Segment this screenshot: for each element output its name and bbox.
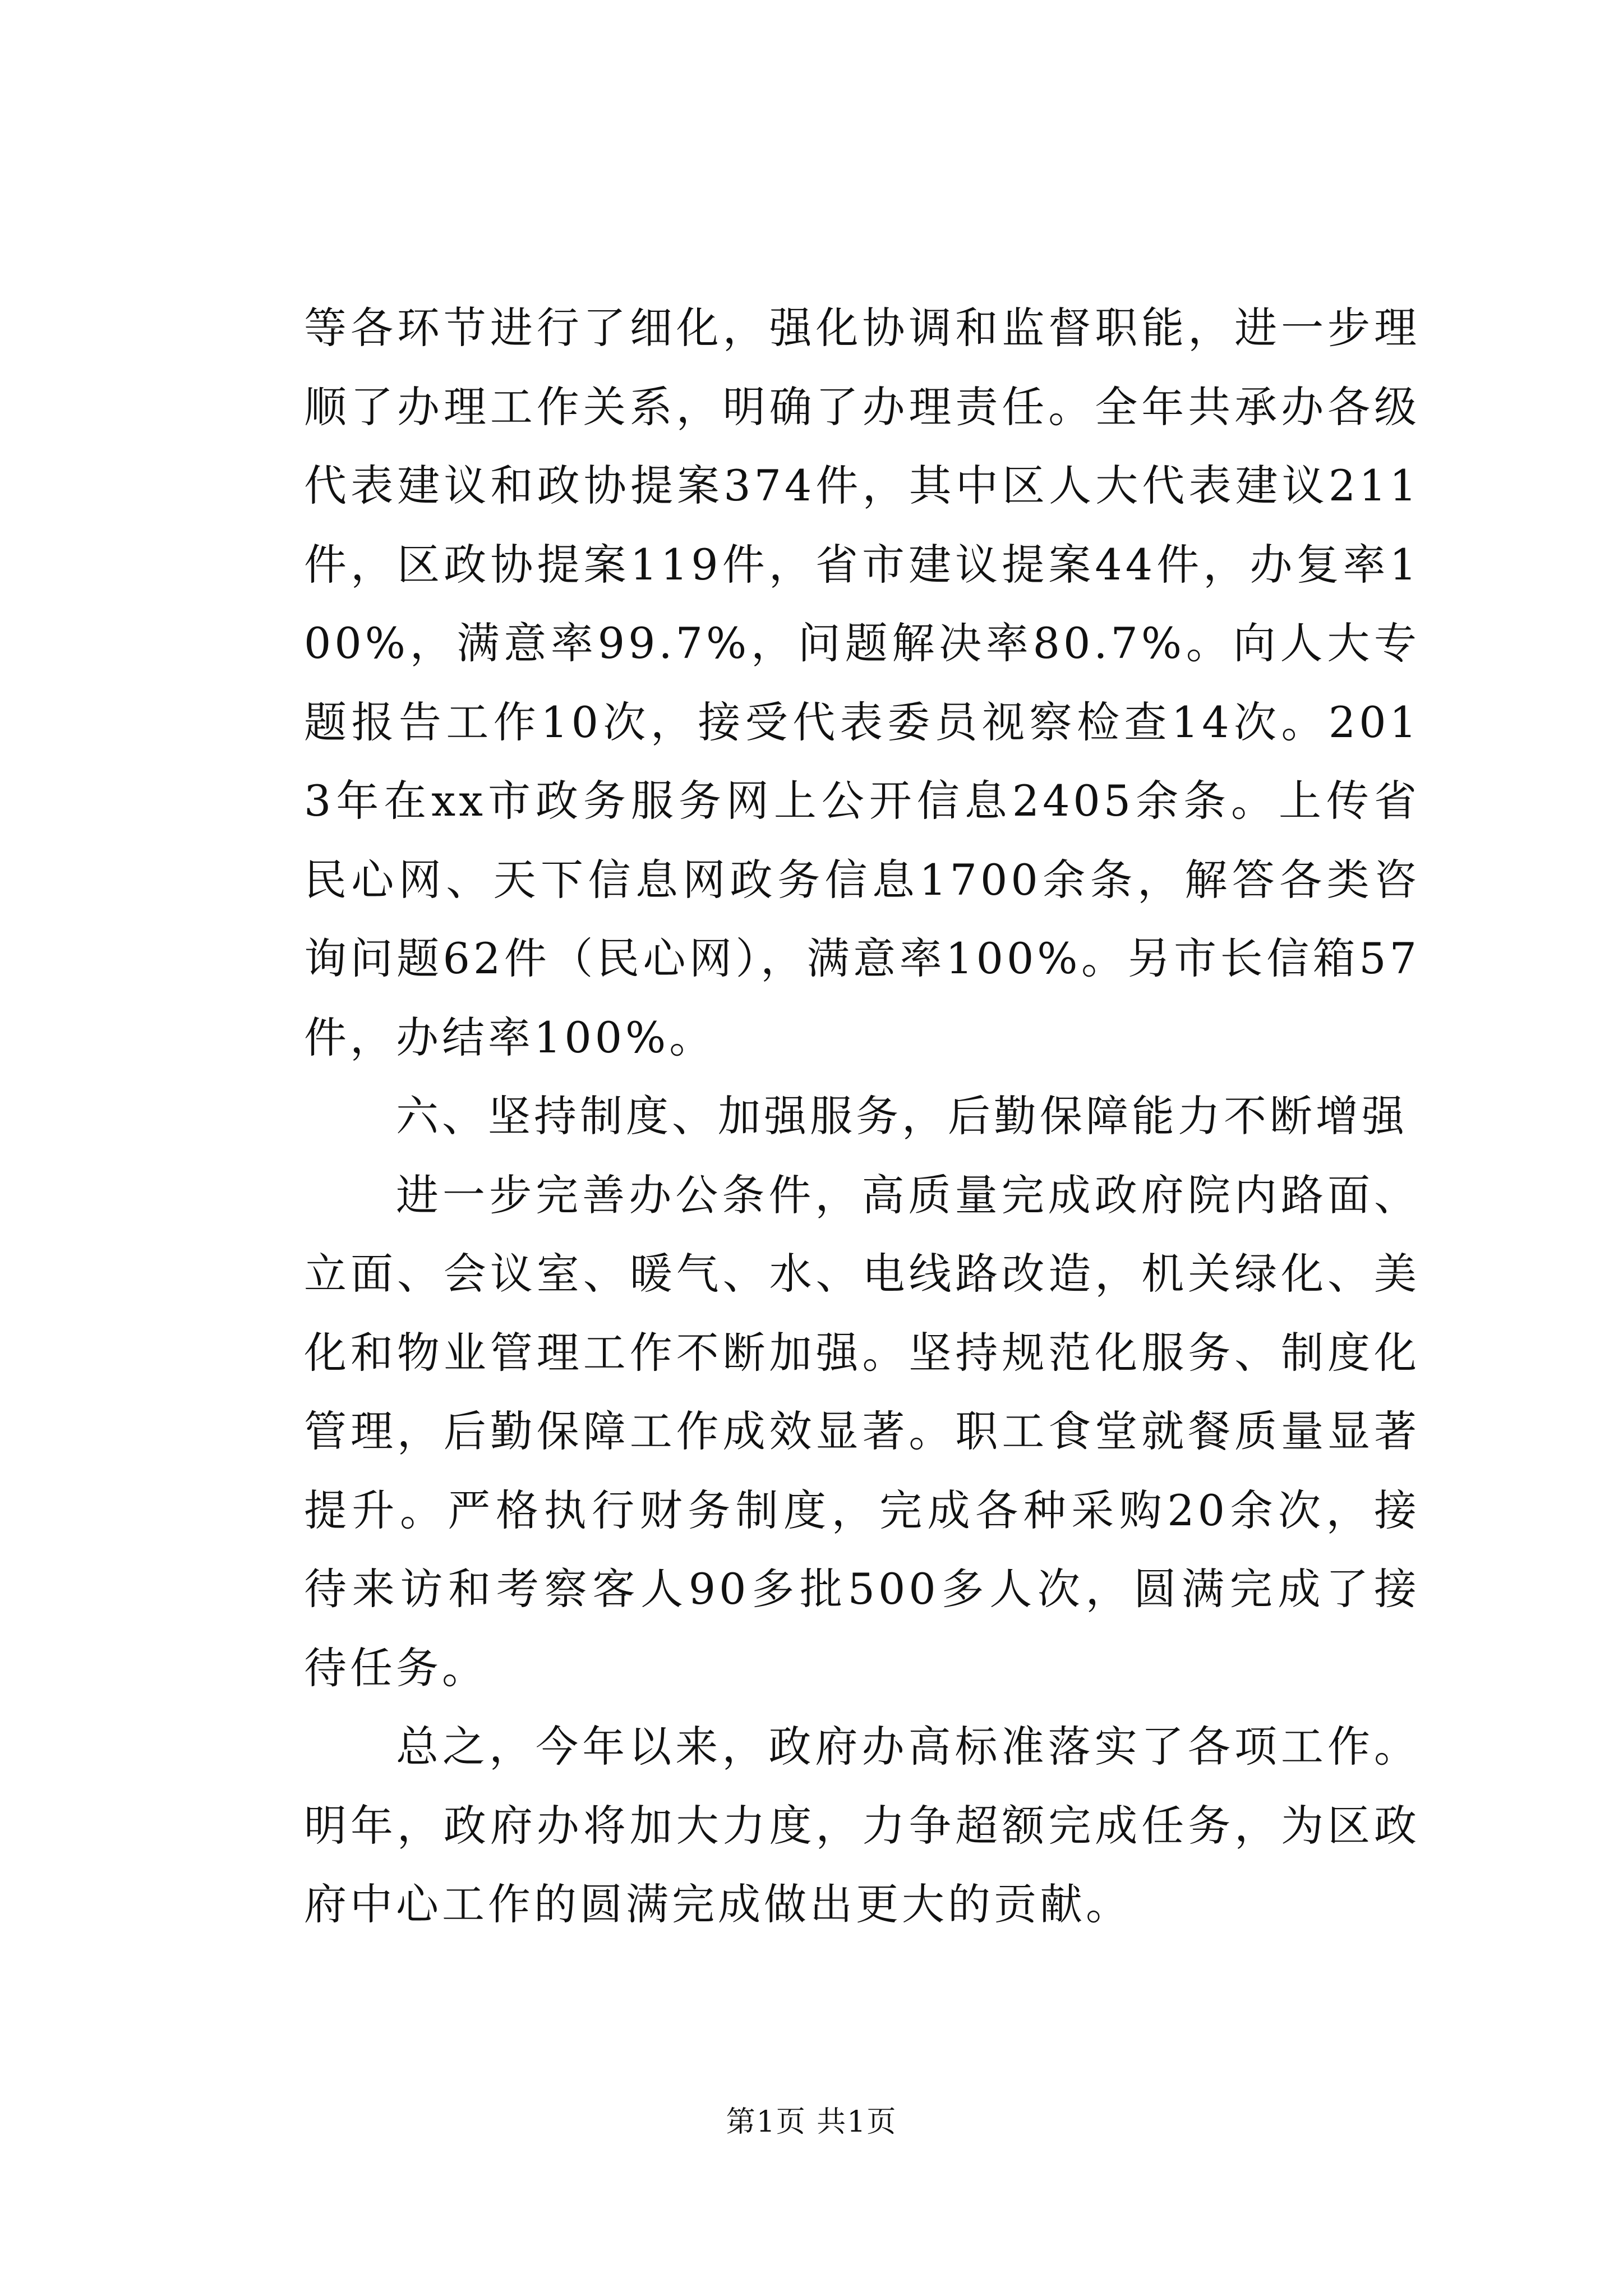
paragraph-continuation: 等各环节进行了细化，强化协调和监督职能，进一步理顺了办理工作关系，明确了办理责任。全年共承办各级代表建议和政协提案374件，其中区人大代表建议211件，区政协提案119件，省市建议提案44件，办复率100%，满意率99.7%，问题解决率80.7%。向人大专题报告工作10次，接受代表委员视察检查14次。2013年在xx市政务服务网上公开信息2405余条。上传省民心网、天下信息网政务信息1700余条，解答各类咨询问题62件（民心网），满意率100%。另市长信箱57件，办结率100%。	[304, 303, 1420, 1062]
paragraph-summary: 总之，今年以来，政府办高标准落实了各项工作。明年，政府办将加大力度，力争超额完成任务，为区政府中心工作的圆满完成做出更大的贡献。	[304, 1722, 1420, 1929]
section-heading-six: 六、坚持制度、加强服务，后勤保障能力不断增强	[396, 1091, 1408, 1141]
paragraph-logistics: 进一步完善办公条件，高质量完成政府院内路面、立面、会议室、暖气、水、电线路改造，机关绿化、美化和物业管理工作不断加强。坚持规范化服务、制度化管理，后勤保障工作成效显著。职工食堂就餐质量显著提升。严格执行财务制度，完成各种采购20余次，接待来访和考察客人90多批500多人次，圆满完成了接待任务。	[304, 1170, 1420, 1693]
document-body	[304, 289, 1420, 1944]
page-footer: 第1页 共1页	[726, 2105, 897, 2139]
